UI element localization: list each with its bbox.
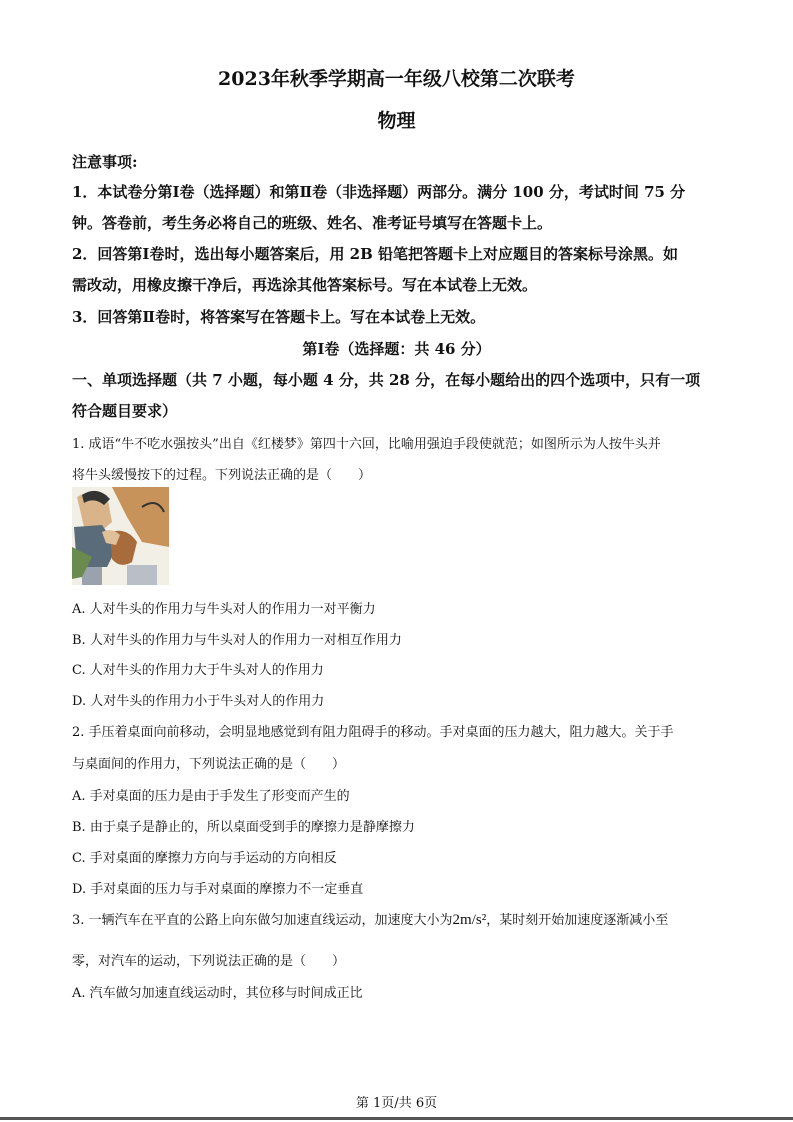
- q2-stem: 与桌面间的作用力，下列说法正确的是（ ）: [72, 757, 346, 772]
- bottom-rule: [0, 1117, 793, 1120]
- q3-stem: [72, 909, 668, 929]
- q3-option: A. 汽车做匀加速直线运动时，其位移与时间成正比: [72, 986, 363, 1001]
- part-title: 第Ⅰ卷（选择题：共 46 分）: [302, 340, 491, 358]
- q2-stem: 2. 手压着桌面向前移动，会明显地感觉到有阻力阻碍手的移动。手对桌面的压力越大，阻力越大。关于手: [72, 725, 674, 740]
- q1-stem: 将牛头缓慢按下的过程。下列说法正确的是（ ）: [72, 468, 372, 483]
- q1-option: D. 人对牛头的作用力小于牛头对人的作用力: [72, 694, 325, 709]
- notice-line: 1．本试卷分第Ⅰ卷（选择题）和第Ⅱ卷（非选择题）两部分。满分 100 分，考试时间 75 分: [72, 183, 686, 201]
- q2-option: B. 由于桌子是静止的，所以桌面受到手的摩擦力是静摩擦力: [72, 820, 415, 835]
- notice-line: 2．回答第Ⅰ卷时，选出每小题答案后，用 2B 铅笔把答题卡上对应题目的答案标号涂黑。如: [72, 245, 679, 263]
- q1-stem: 1. 成语“牛不吃水强按头”出自《红楼梦》第四十六回，比喻用强迫手段使就范；如图所示为人按牛头并: [72, 437, 661, 452]
- q1-option: B. 人对牛头的作用力与牛头对人的作用力一对相互作用力: [72, 633, 402, 648]
- q3-stem: 零，对汽车的运动，下列说法正确的是（ ）: [72, 954, 346, 969]
- q2-option: A. 手对桌面的压力是由于手发生了形变而产生的: [72, 789, 350, 804]
- notice-line: 需改动，用橡皮擦干净后，再选涂其他答案标号。写在本试卷上无效。: [72, 276, 538, 294]
- notice-line: 钟。答卷前，考生务必将自己的班级、姓名、准考证号填写在答题卡上。: [72, 214, 553, 232]
- notice-heading: 注意事项:: [72, 153, 138, 171]
- section-heading: 符合题目要求）: [72, 402, 178, 420]
- notice-line: 3．回答第Ⅱ卷时，将答案写在答题卡上。写在本试卷上无效。: [72, 308, 486, 326]
- q3-stem-text: 3. 一辆汽车在平直的公路上向东做匀加速直线运动，加速度大小为: [72, 913, 453, 928]
- section-heading: 一、单项选择题（共 7 小题，每小题 4 分，共 28 分，在每小题给出的四个选项中，只有一项: [72, 371, 701, 389]
- q1-option: A. 人对牛头的作用力与牛头对人的作用力一对平衡力: [72, 602, 376, 617]
- bull-head-illustration: [72, 487, 169, 585]
- q2-option: C. 手对桌面的摩擦力方向与手运动的方向相反: [72, 851, 337, 866]
- q1-option: C. 人对牛头的作用力大于牛头对人的作用力: [72, 663, 324, 678]
- q3-stem-text: ，某时刻开始加速度逐渐减小至: [486, 913, 669, 928]
- subject-title: 物理: [377, 110, 416, 132]
- page-footer: 第 1页/共 6页: [355, 1096, 438, 1111]
- acceleration-value: 2m/s²: [452, 912, 487, 928]
- exam-title: 2023年秋季学期高一年级八校第二次联考: [218, 68, 575, 90]
- q2-option: D. 手对桌面的压力与手对桌面的摩擦力不一定垂直: [72, 882, 364, 897]
